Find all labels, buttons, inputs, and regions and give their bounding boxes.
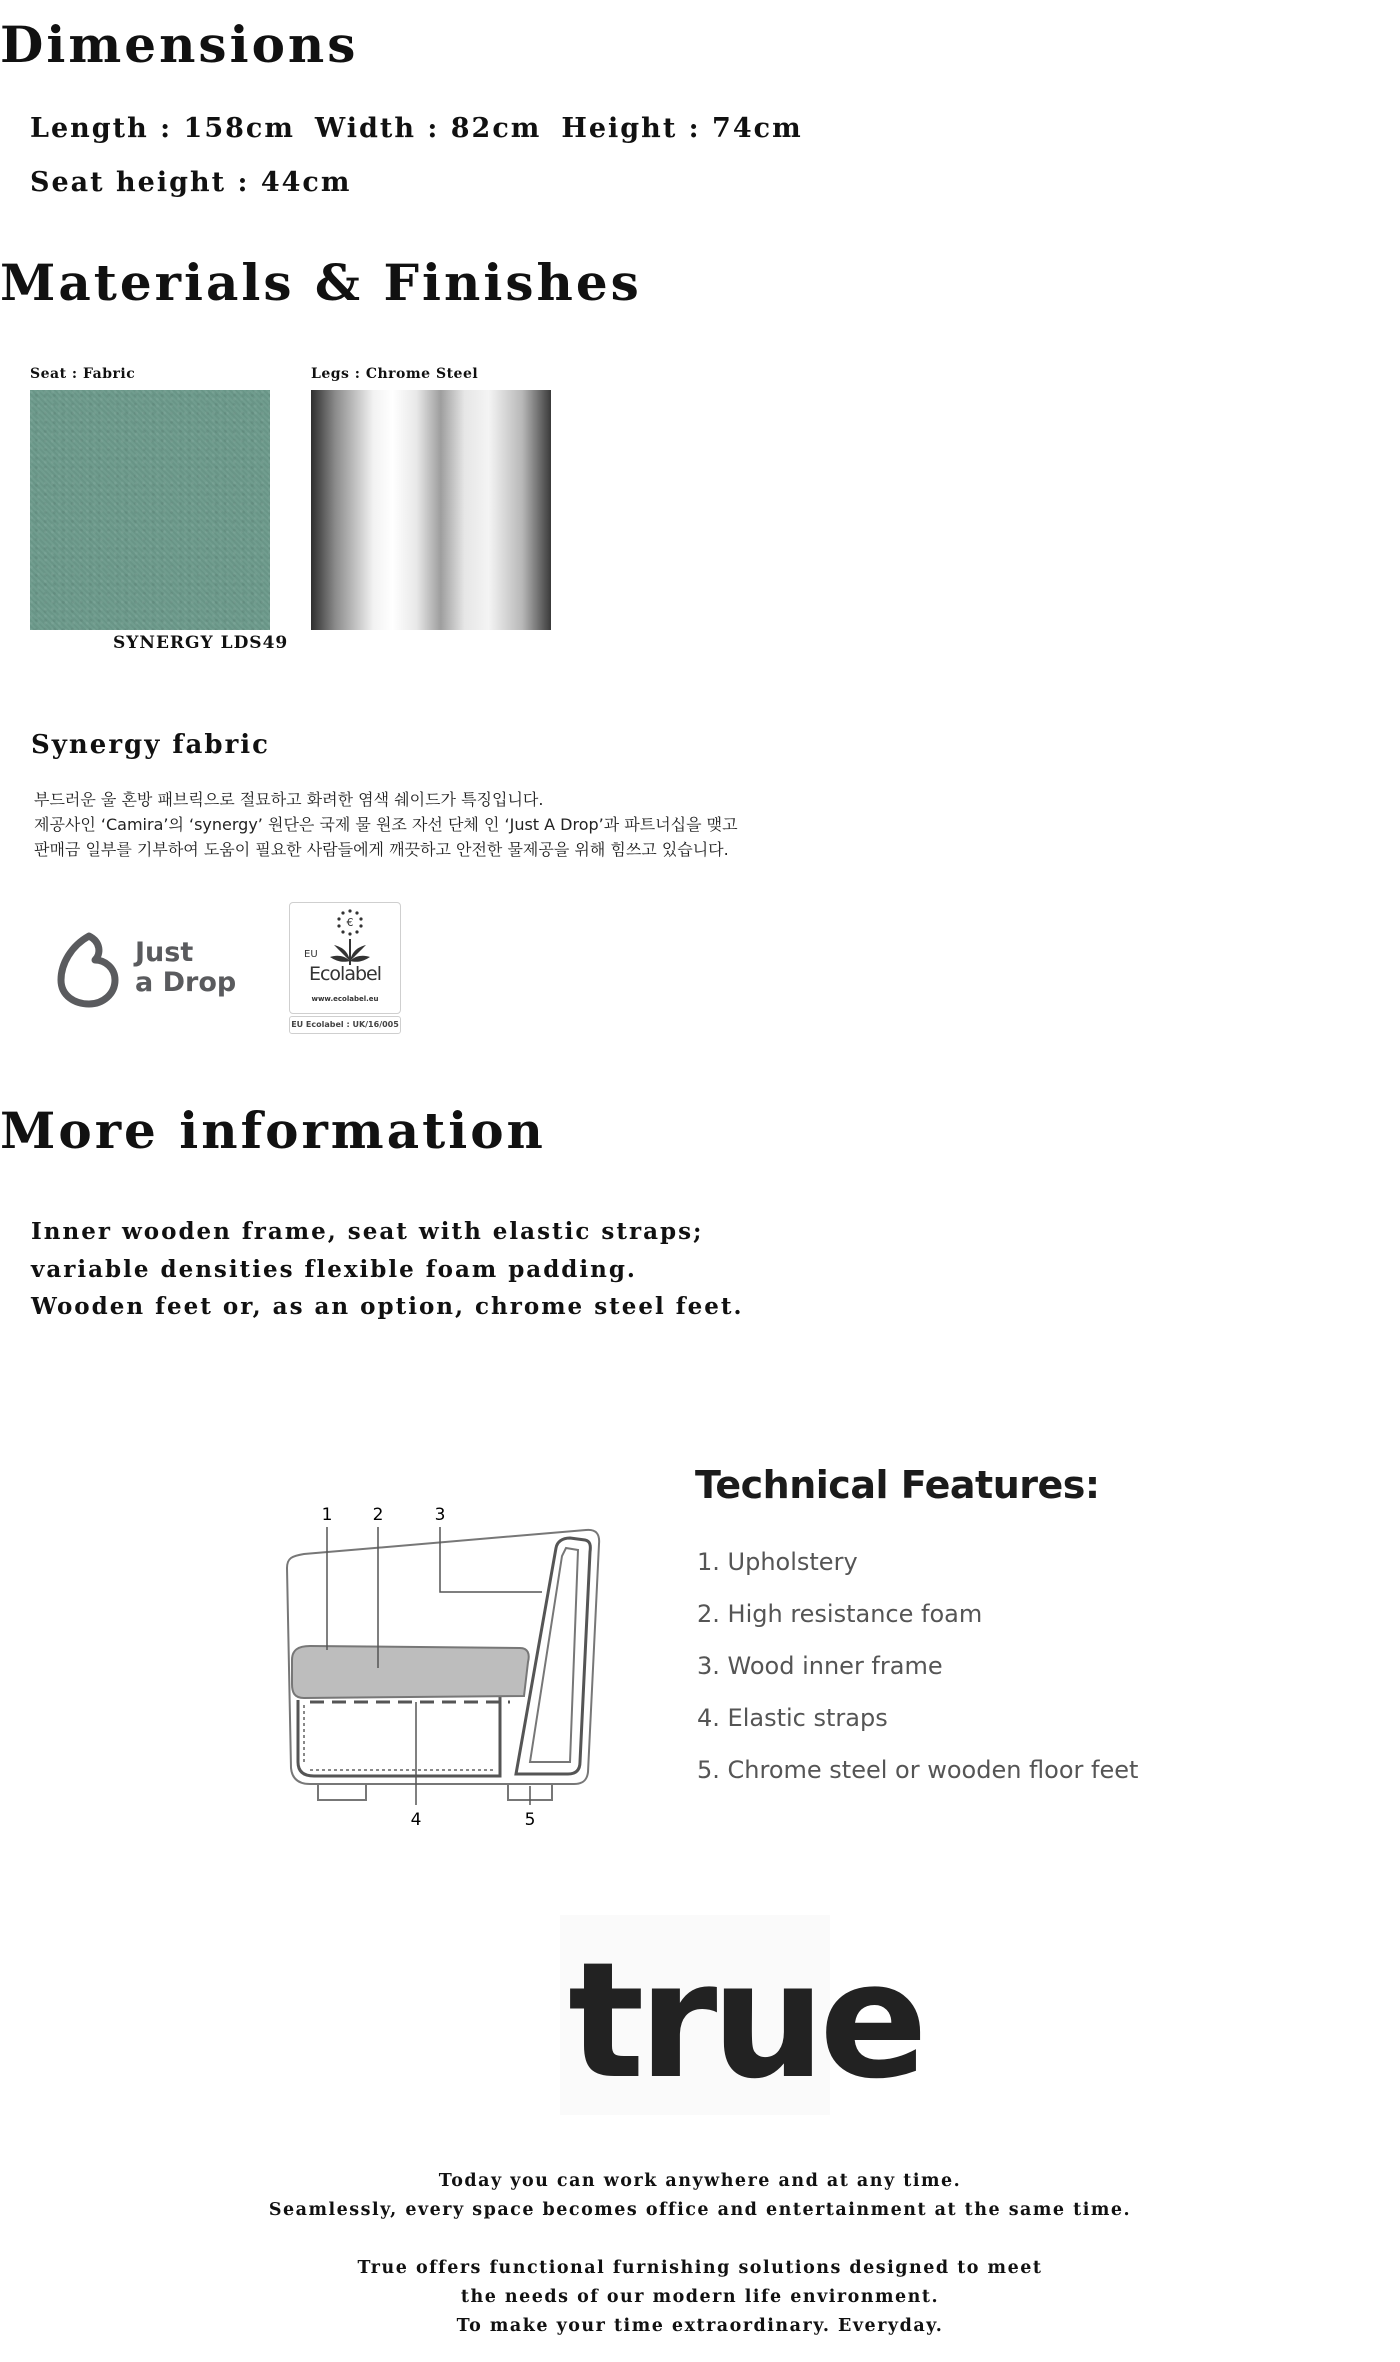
- dimensions-heading: Dimensions: [0, 15, 359, 74]
- more-info-heading: More information: [0, 1101, 546, 1160]
- svg-text:€: €: [346, 916, 354, 929]
- sofa-cross-section-diagram: [270, 1500, 620, 1845]
- more-info-line: Wooden feet or, as an option, chrome steel feet.: [31, 1293, 744, 1320]
- synergy-line: 제공사인 ‘Camira’의 ‘synergy’ 원단은 국제 물 원조 자선 단체 인 ‘Just A Drop’과 파트너십을 맺고: [34, 815, 738, 834]
- tagline-line: Seamlessly, every space becomes office and entertainment at the same time.: [268, 2200, 1132, 2220]
- feature-item: 4. Elastic straps: [697, 1704, 888, 1732]
- ecolabel-url: www.ecolabel.eu: [311, 995, 379, 1003]
- seat-height-value: Seat height : 44cm: [30, 167, 352, 198]
- length-value: Length : 158cm: [30, 113, 295, 144]
- technical-features-heading: Technical Features:: [695, 1463, 1100, 1507]
- more-info-line: variable densities flexible foam padding.: [31, 1255, 637, 1283]
- callout-5: 5: [524, 1810, 536, 1830]
- synergy-heading: Synergy fabric: [31, 730, 270, 760]
- ecolabel-code: EU Ecolabel : UK/16/005: [289, 1016, 401, 1034]
- tagline-line: [0, 2225, 1400, 2254]
- seat-fabric-code: SYNERGY LDS49: [113, 633, 289, 653]
- brand-logo-box: [560, 1915, 922, 2115]
- width-value: Width : 82cm: [314, 113, 542, 144]
- synergy-line: 부드러운 울 혼방 패브릭으로 절묘하고 화려한 염색 쉐이드가 특징입니다.: [34, 790, 544, 809]
- brand-tagline: [0, 2167, 1400, 2341]
- tagline-line: Today you can work anywhere and at any time.: [438, 2171, 962, 2191]
- ecolabel-name: Ecolabel: [308, 963, 382, 985]
- water-drop-icon: [55, 928, 125, 1008]
- seat-swatch-label: Seat : Fabric: [30, 366, 136, 382]
- callout-1: 1: [321, 1505, 333, 1525]
- tagline-line: To make your time extraordinary. Everyday.: [456, 2316, 944, 2336]
- feature-item: 3. Wood inner frame: [697, 1652, 943, 1680]
- callout-3: 3: [434, 1505, 446, 1525]
- height-value: Height : 74cm: [561, 113, 803, 144]
- eu-ecolabel-logo: [289, 902, 401, 1014]
- callout-2: 2: [372, 1505, 384, 1525]
- feature-item: 5. Chrome steel or wooden floor feet: [697, 1756, 1139, 1784]
- legs-chrome-swatch: [311, 390, 551, 630]
- true-brand-logo: true: [568, 1927, 922, 2114]
- callout-4: 4: [410, 1810, 422, 1830]
- synergy-line: 판매금 일부를 기부하여 도움이 필요한 사람들에게 깨끗하고 안전한 물제공을 위해 힘쓰고 있습니다.: [34, 840, 729, 859]
- synergy-description: [34, 787, 738, 862]
- feature-item: 2. High resistance foam: [697, 1600, 983, 1628]
- tagline-line: True offers functional furnishing solutions designed to meet: [357, 2258, 1043, 2278]
- more-info-line: Inner wooden frame, seat with elastic straps;: [31, 1218, 704, 1245]
- seat-fabric-swatch: [30, 390, 270, 630]
- just-a-drop-line2: a Drop: [135, 967, 237, 998]
- more-info-text: [31, 1213, 744, 1326]
- legs-swatch-label: Legs : Chrome Steel: [311, 366, 479, 382]
- just-a-drop-line1: Just: [135, 937, 194, 968]
- tagline-line: the needs of our modern life environment.: [460, 2287, 940, 2307]
- ecolabel-eu-text: EU: [304, 949, 318, 960]
- materials-heading: Materials & Finishes: [0, 253, 642, 312]
- feature-item: 1. Upholstery: [697, 1548, 858, 1576]
- technical-features-list: [697, 1536, 1138, 1796]
- just-a-drop-logo: [55, 928, 245, 1008]
- dimensions-row: [30, 113, 823, 144]
